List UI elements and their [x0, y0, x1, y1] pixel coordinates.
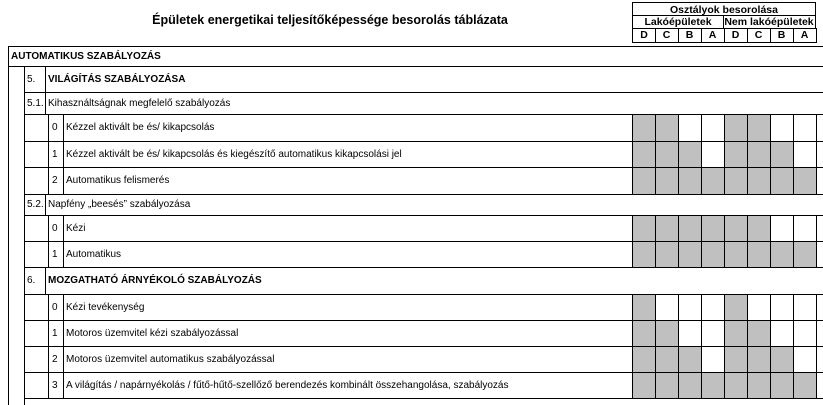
- indent-column-border: [48, 294, 49, 320]
- class-cell-res-b: [678, 167, 701, 194]
- row-number: 5.2.: [27, 199, 44, 210]
- class-cell-res-a: [701, 320, 724, 346]
- row-label: Kézzel aktivált be és/ kikapcsolás és kiegészítő automatikus kikapcsolási jel: [66, 148, 402, 160]
- class-cell-res-a: [701, 141, 724, 167]
- class-cell-nonres-a: [793, 372, 816, 398]
- row-label: Motoros üzemvitel automatikus szabályozással: [66, 353, 275, 365]
- row-number: 5.: [27, 73, 36, 85]
- row-label: AUTOMATIKUS SZABÁLYOZÁS: [11, 50, 161, 62]
- class-cell-nonres-b: [770, 294, 793, 320]
- grid-right-border: [816, 346, 817, 372]
- label-column-border: [63, 372, 64, 398]
- row-number: 0: [52, 301, 58, 313]
- label-column-border: [63, 215, 64, 241]
- row-number: 1: [52, 327, 58, 339]
- class-cell-res-c: [655, 372, 678, 398]
- class-cell-nonres-c: [747, 141, 770, 167]
- class-cell-res-c: [655, 294, 678, 320]
- class-cell-res-a: [701, 114, 724, 141]
- row-number: 1: [52, 148, 58, 160]
- row-number: 0: [52, 122, 58, 133]
- class-cell-res-d: [632, 167, 655, 194]
- class-cell-nonres-c: [747, 320, 770, 346]
- table-top-border: [8, 46, 823, 47]
- indent-column-border: [48, 372, 49, 398]
- class-cell-nonres-d: [724, 141, 747, 167]
- class-cell-nonres-d: [724, 114, 747, 141]
- class-cell-nonres-c: [747, 241, 770, 267]
- row-label: Kézzel aktivált be és/ kikapcsolás: [66, 122, 215, 133]
- label-column-border: [63, 167, 64, 194]
- row-bottom-border: [24, 241, 823, 242]
- class-cell-res-b: [678, 372, 701, 398]
- class-cell-res-a: [701, 346, 724, 372]
- class-cell-nonres-b: [770, 167, 793, 194]
- row-label: Automatikus felismerés: [66, 175, 170, 186]
- row-bottom-border: [24, 167, 823, 168]
- indent-column-border: [48, 141, 49, 167]
- row-bottom-border: [24, 372, 823, 373]
- grid-right-border: [816, 114, 817, 141]
- label-column-border: [63, 320, 64, 346]
- grid-right-border: [816, 141, 817, 167]
- header-class-nonres-c: C: [747, 28, 771, 43]
- class-cell-res-b: [678, 294, 701, 320]
- section-bottom-border: [8, 66, 823, 67]
- class-cell-nonres-c: [747, 114, 770, 141]
- row-label: MOZGATHATÓ ÁRNYÉKOLÓ SZABÁLYOZÁS: [48, 275, 262, 286]
- class-cell-nonres-d: [724, 241, 747, 267]
- row-label: Automatikus: [66, 248, 122, 260]
- class-cell-nonres-b: [770, 114, 793, 141]
- class-cell-res-b: [678, 320, 701, 346]
- number-label-border: [45, 92, 46, 114]
- label-column-border: [63, 241, 64, 267]
- grid-right-border: [816, 241, 817, 267]
- class-cell-res-d: [632, 215, 655, 241]
- class-cell-nonres-a: [793, 294, 816, 320]
- class-cell-nonres-a: [793, 346, 816, 372]
- row-bottom-border: [24, 398, 823, 399]
- indent-column-border: [48, 215, 49, 241]
- header-class-nonres-a: A: [793, 28, 817, 43]
- row-label: A világítás / napárnyékolás / fűtő-hűtő-szellőző berendezés kombinált összehangolása, szabályozás: [66, 379, 509, 391]
- row-number: 3: [52, 379, 58, 391]
- class-cell-nonres-d: [724, 346, 747, 372]
- row-label: Motoros üzemvitel kézi szabályozással: [66, 327, 239, 339]
- row-number: 5.1.: [27, 97, 44, 109]
- table-row-item: [0, 320, 823, 346]
- indent-column-border: [48, 320, 49, 346]
- label-column-border: [63, 141, 64, 167]
- class-cell-nonres-c: [747, 372, 770, 398]
- class-cell-res-d: [632, 294, 655, 320]
- class-cell-res-d: [632, 241, 655, 267]
- row-bottom-border: [24, 114, 823, 115]
- class-cell-nonres-b: [770, 346, 793, 372]
- row-bottom-border: [24, 346, 823, 347]
- table-row-heading: [0, 267, 823, 294]
- class-cell-res-c: [655, 320, 678, 346]
- class-cell-res-a: [701, 241, 724, 267]
- class-cell-nonres-a: [793, 215, 816, 241]
- class-cell-res-a: [701, 167, 724, 194]
- class-cell-nonres-a: [793, 241, 816, 267]
- row-label: VILÁGÍTÁS SZABÁLYOZÁSA: [48, 73, 186, 85]
- class-cell-nonres-b: [770, 372, 793, 398]
- class-cell-nonres-c: [747, 346, 770, 372]
- number-label-border: [45, 194, 46, 215]
- class-cell-res-d: [632, 346, 655, 372]
- table-row-item: [0, 294, 823, 320]
- header-class-res-c: C: [655, 28, 679, 43]
- label-column-border: [63, 114, 64, 141]
- row-label: Kézi: [66, 222, 86, 234]
- class-cell-nonres-b: [770, 215, 793, 241]
- table-row-sub: [0, 194, 823, 215]
- class-cell-res-c: [655, 241, 678, 267]
- row-bottom-border: [24, 194, 823, 195]
- class-cell-res-a: [701, 294, 724, 320]
- header-nonresidential: Nem lakóépületek: [723, 15, 816, 29]
- grid-right-border: [816, 294, 817, 320]
- number-column-border: [24, 66, 25, 405]
- grid-right-border: [816, 167, 817, 194]
- header-class-nonres-b: B: [770, 28, 794, 43]
- indent-column-border: [48, 114, 49, 141]
- class-cell-nonres-d: [724, 320, 747, 346]
- class-cell-res-b: [678, 346, 701, 372]
- outer-border-left: [8, 46, 9, 405]
- class-cell-nonres-c: [747, 215, 770, 241]
- table-row-item: [0, 372, 823, 398]
- class-cell-res-b: [678, 114, 701, 141]
- table-row-item: [0, 141, 823, 167]
- label-column-border: [63, 346, 64, 372]
- row-label: Kézi tevékenység: [66, 301, 145, 313]
- table-row-item: [0, 241, 823, 267]
- header-class-res-a: A: [701, 28, 725, 43]
- table-row-item: [0, 215, 823, 241]
- row-label: Napfény „beesés” szabályozása: [48, 199, 191, 210]
- header-residential: Lakóépületek: [632, 15, 724, 29]
- grid-right-border: [816, 215, 817, 241]
- class-cell-nonres-a: [793, 141, 816, 167]
- class-cell-res-c: [655, 215, 678, 241]
- class-cell-res-b: [678, 241, 701, 267]
- class-cell-nonres-b: [770, 320, 793, 346]
- indent-column-border: [48, 241, 49, 267]
- number-label-border: [45, 267, 46, 294]
- row-number: 1: [52, 248, 58, 260]
- class-cell-res-c: [655, 114, 678, 141]
- table-row-sub: [0, 92, 823, 114]
- table-row-item: [0, 167, 823, 194]
- class-cell-nonres-c: [747, 167, 770, 194]
- row-bottom-border: [24, 294, 823, 295]
- class-cell-res-c: [655, 141, 678, 167]
- row-bottom-border: [24, 320, 823, 321]
- class-cell-nonres-a: [793, 167, 816, 194]
- table-title: Épületek energetikai teljesítőképessége besorolás táblázata: [152, 13, 508, 27]
- indent-column-border: [48, 167, 49, 194]
- class-cell-nonres-c: [747, 294, 770, 320]
- row-number: 2: [52, 175, 58, 186]
- row-bottom-border: [24, 215, 823, 216]
- row-label: Kihasználtságnak megfelelő szabályozás: [48, 97, 231, 109]
- row-number: 6.: [27, 275, 36, 286]
- row-bottom-border: [24, 92, 823, 93]
- table-row-item: [0, 114, 823, 141]
- class-cell-nonres-d: [724, 167, 747, 194]
- class-cell-res-b: [678, 141, 701, 167]
- class-cell-res-c: [655, 167, 678, 194]
- header-class-nonres-d: D: [724, 28, 748, 43]
- class-cell-nonres-d: [724, 294, 747, 320]
- table-row-section: [0, 46, 823, 66]
- class-cell-nonres-b: [770, 141, 793, 167]
- indent-column-border: [48, 346, 49, 372]
- class-cell-res-d: [632, 372, 655, 398]
- class-cell-res-d: [632, 114, 655, 141]
- class-cell-nonres-d: [724, 215, 747, 241]
- header-class-res-b: B: [678, 28, 702, 43]
- table-row-item: [0, 346, 823, 372]
- class-cell-nonres-b: [770, 241, 793, 267]
- label-column-border: [63, 294, 64, 320]
- class-cell-res-c: [655, 346, 678, 372]
- number-label-border: [45, 66, 46, 92]
- class-cell-res-a: [701, 372, 724, 398]
- grid-right-border: [816, 320, 817, 346]
- class-cell-nonres-a: [793, 320, 816, 346]
- class-cell-res-a: [701, 215, 724, 241]
- row-bottom-border: [24, 141, 823, 142]
- class-cell-nonres-a: [793, 114, 816, 141]
- row-number: 2: [52, 353, 58, 365]
- row-number: 0: [52, 222, 58, 234]
- class-cell-nonres-d: [724, 372, 747, 398]
- header-group-label: Osztályok besorolása: [632, 2, 816, 16]
- class-cell-res-d: [632, 141, 655, 167]
- class-cell-res-b: [678, 215, 701, 241]
- row-bottom-border: [24, 267, 823, 268]
- class-cell-res-d: [632, 320, 655, 346]
- header-class-res-d: D: [632, 28, 656, 43]
- grid-right-border: [816, 372, 817, 398]
- table-row-heading: [0, 66, 823, 92]
